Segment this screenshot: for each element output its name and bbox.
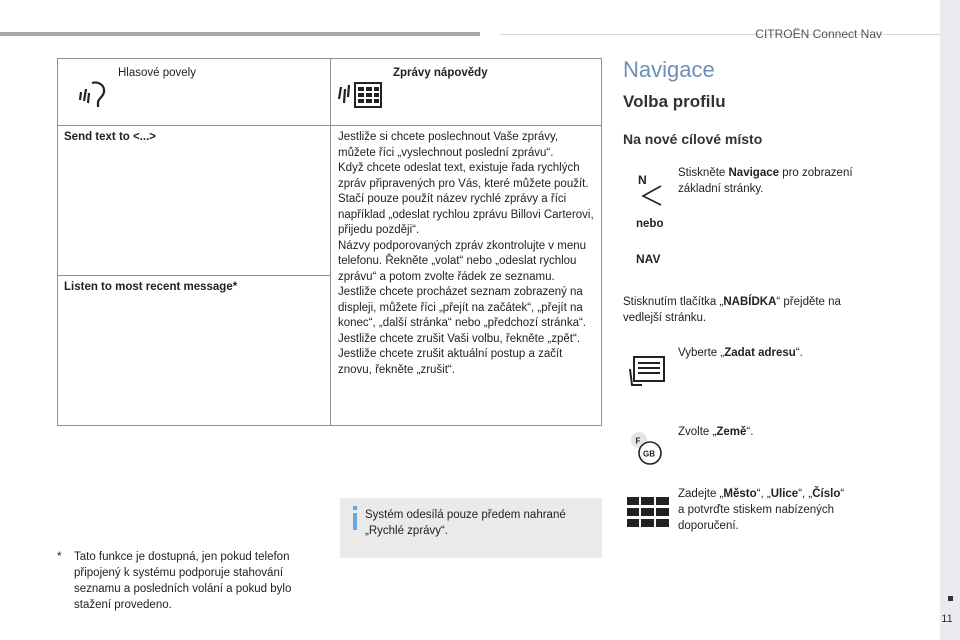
brand-title: CITROËN Connect Nav: [755, 27, 882, 41]
header-rule: [0, 32, 480, 36]
page-sidebar: [940, 0, 960, 640]
command-listen-message: Listen to most recent message*: [58, 276, 331, 426]
command-send-text: Send text to <...>: [58, 126, 331, 276]
footnote: [57, 549, 317, 613]
svg-text:F: F: [635, 436, 641, 446]
voice-command-table: [57, 58, 602, 426]
help-paragraph: Názvy podporovaných zpráv zkontrolujte v menu telefonu. Řekněte „volat“ nebo „odeslat rychlou zprávu“ a potom zvolte řádek ze seznamu. Jestliže chcete procházet seznam zobrazený na displeji, můžete říci „přejít na začátek“, „přejít na konec“, „další stránka“ nebo „předchozí stránka“. Jestliže chcete zrušit Vaši volbu, řekněte „zpět“. Jestliže chcete zrušit aktuální postup a začít znovu, řekněte „zrušit“.: [338, 239, 587, 376]
step-enter-city: Zadejte „Město“, „Ulice“, „Číslo“ a potvrďte stiskem nabízených doporučení.: [678, 488, 845, 532]
svg-text:GB: GB: [643, 449, 655, 459]
step-country: Zvolte „Země“.: [678, 426, 754, 438]
keyboard-icon: [627, 497, 669, 527]
help-paragraph: Když chcete odeslat text, existuje řada rychlých zpráv připravených pro Vás, které můžete použít. Stačí pouze použít název rychlé zprávy a říci například „odeslat rychlou zprávu Billovi Carterovi, přijedu později“.: [338, 162, 594, 236]
page-number: 11: [941, 613, 953, 625]
footnote-text: Tato funkce je dostupná, jen pokud telefon připojený k systému podporuje stahování seznamu a posledních volání a pokud bylo stažení provedeno.: [74, 551, 292, 611]
info-box: [340, 498, 602, 558]
col1-header: Hlasové povely: [118, 67, 196, 79]
step-navigation: Stiskněte Navigace pro zobrazení základní stránky.: [678, 167, 853, 195]
svg-text:N: N: [638, 173, 647, 187]
help-paragraph: Jestliže si chcete poslechnout Vaše zprávy, můžete říci „vyslechnout poslední zprávu“.: [338, 131, 559, 159]
section-subtitle: Volba profilu: [623, 92, 726, 111]
info-text: Systém odesílá pouze předem nahrané „Rychlé zprávy“.: [365, 509, 566, 537]
col2-header: Zprávy nápovědy: [393, 67, 488, 79]
step-enter-address: Vyberte „Zadat adresu“.: [678, 347, 803, 359]
nav-button-label: NAV: [636, 252, 661, 266]
help-message-icon: [337, 77, 387, 111]
voice-command-icon: [78, 79, 110, 109]
step-menu: Stisknutím tlačítka „NABÍDKA“ přejděte na vedlejší stránku.: [623, 296, 841, 324]
country-icon: [628, 430, 668, 466]
page-marker: [948, 596, 953, 601]
section-heading: Na nové cílové místo: [623, 131, 763, 147]
or-label: nebo: [636, 218, 664, 230]
info-icon: [352, 506, 360, 530]
footnote-star: *: [57, 551, 62, 563]
enter-address-icon: [628, 355, 668, 389]
section-title: Navigace: [623, 57, 715, 82]
table-header-help: [331, 59, 602, 126]
table-header-commands: [58, 59, 331, 126]
navigation-icon: [637, 172, 663, 206]
help-text-cell: [331, 126, 602, 426]
